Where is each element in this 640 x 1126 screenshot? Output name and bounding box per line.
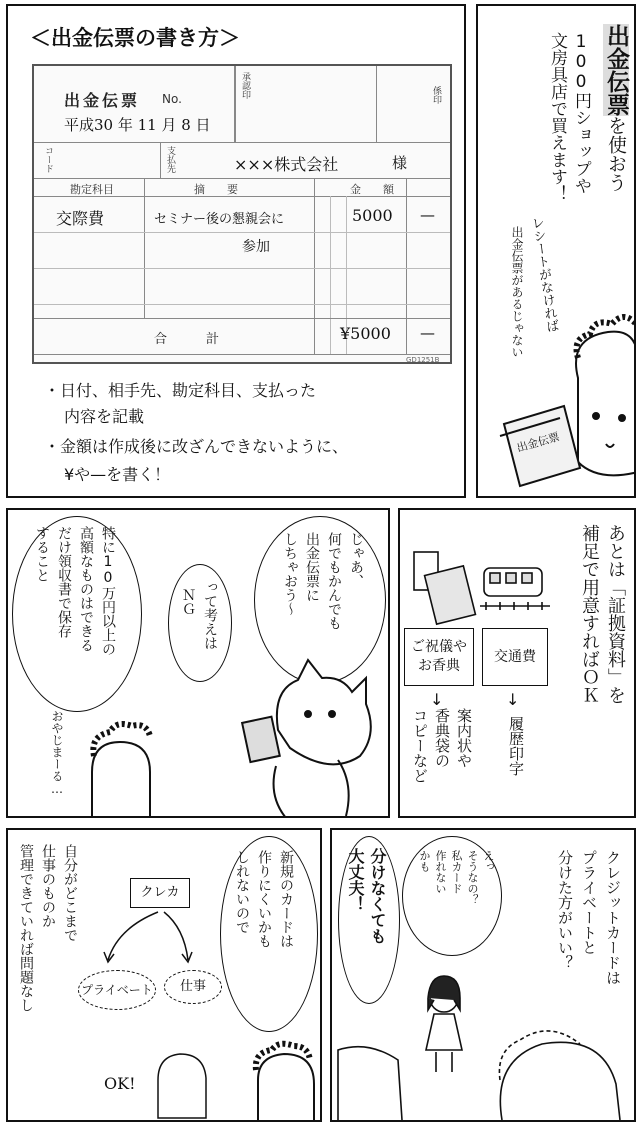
character-holding-voucher xyxy=(478,6,636,498)
form-col-account: 勘定科目 xyxy=(70,183,114,196)
man-silhouette xyxy=(8,830,322,1122)
ok-text: OK! xyxy=(104,1074,136,1093)
cat-bubble-l1: じゃあ、 xyxy=(348,532,364,588)
cash-voucher-form xyxy=(32,64,452,364)
girl-l2: そうなの？ xyxy=(466,850,479,905)
form-payee-label: 支払先 xyxy=(165,146,175,173)
bullet-2b: ¥や—を書く！ xyxy=(64,465,171,484)
form-total-dash: — xyxy=(420,324,435,342)
panel-evidence xyxy=(398,508,636,818)
girl-l4: 作れない xyxy=(434,850,447,894)
girl-l5: かも xyxy=(418,850,431,872)
form-clerk-label: 係印 xyxy=(431,86,441,104)
transport-box: 交通費 xyxy=(482,628,548,686)
cat-bubble-l2: 何でもかんでも xyxy=(326,532,342,630)
diagram-private: プライベート xyxy=(78,970,156,1010)
cc-caption-l2: プライベートと xyxy=(580,850,598,955)
form-guide-heading: ＜出金伝票の書き方＞ xyxy=(30,26,240,50)
gift-result-l3: コピーなど xyxy=(411,708,429,783)
form-code-label: コード xyxy=(43,146,53,173)
gift-box-l2: お香典 xyxy=(418,658,460,674)
new-card-l2: 作りにくいかも xyxy=(256,850,272,948)
voucher-emphasis: 出金伝票 xyxy=(603,24,629,116)
girl-l3: 私カード xyxy=(450,850,463,894)
gift-box-l1: ご祝儀や xyxy=(411,639,467,656)
cat-bubble-l3: 出金伝票に xyxy=(304,532,320,602)
girls-illustration xyxy=(332,830,636,1122)
caption-col-3: 文房具店で買えます！ xyxy=(547,32,567,202)
mgmt-caption-l3: 管理できていれば問題なし xyxy=(18,844,34,1012)
form-row-summary-1: セミナー後の懇親会に xyxy=(154,212,285,227)
form-col-amount: 金 額 xyxy=(350,183,394,196)
form-total-label: 合 計 xyxy=(154,332,220,347)
new-card-l3: しれないので xyxy=(234,850,250,934)
girl-l1: えっ xyxy=(482,850,495,872)
new-card-l1: 新規のカードは xyxy=(278,850,294,948)
form-row-account: 交際費 xyxy=(56,209,105,228)
gift-result-l2: 香典袋の xyxy=(433,708,451,768)
form-honorific: 様 xyxy=(392,154,408,172)
form-payee-value: ×××株式会社 xyxy=(234,155,339,174)
ng-l1: って考えは xyxy=(202,580,218,650)
reassure-l2: 大丈夫！ xyxy=(346,848,365,912)
form-no-label: No. xyxy=(162,92,182,106)
voucher-prop-label: 出金伝票 xyxy=(515,430,562,455)
form-row-summary-2: 参加 xyxy=(242,239,270,255)
ng-l2: ＮＧ xyxy=(180,588,196,616)
reassure-l1: 分けなくても xyxy=(368,848,387,944)
cat-and-man-illustration xyxy=(8,510,390,818)
caption-col-2: 100円ショップや xyxy=(571,32,591,194)
advice-l3: だけ領収書で保存 xyxy=(56,526,72,638)
form-approval-label: 承認印 xyxy=(240,72,250,99)
bullet-1a: ・日付、相手先、勘定科目、支払った xyxy=(44,381,317,400)
form-row-dash: — xyxy=(420,206,435,224)
form-title: 出金伝票 xyxy=(64,91,141,110)
evidence-caption-l1: あとは「証拠資料」を xyxy=(605,524,626,704)
panel-card-management xyxy=(6,828,322,1122)
cc-caption-l3: 分けた方がいい？ xyxy=(556,850,574,970)
cc-caption-l1: クレジットカードは xyxy=(604,850,622,985)
form-col-summary: 摘 要 xyxy=(194,183,238,196)
diagram-work: 仕事 xyxy=(164,970,222,1004)
form-date: 平成30 年 11 月 8 日 xyxy=(64,116,211,134)
advice-l1: 特に10万円以上の xyxy=(100,526,116,656)
hand-note-b: 出金伝票があるじゃない xyxy=(510,226,524,358)
bullet-2a: ・金額は作成後に改ざんできないように、 xyxy=(44,437,349,456)
panel-buy-voucher xyxy=(476,4,636,498)
transport-arrow: ↓ xyxy=(506,690,520,709)
form-row-amount: 5000 xyxy=(352,206,393,225)
bullet-1b: 内容を記載 xyxy=(64,407,145,426)
mgmt-caption-l1: 自分がどこまで xyxy=(62,844,78,942)
hand-note-a: レシートがなければ xyxy=(527,215,560,334)
gift-result-l1: 案内状や xyxy=(455,708,473,768)
advice-l4: すること xyxy=(34,526,50,582)
transport-result: 履歴印字 xyxy=(507,716,525,776)
diagram-credit-card: クレカ xyxy=(130,878,190,908)
evidence-caption-l2: 補足で用意すればＯＫ xyxy=(579,524,600,704)
advice-l2: 高額なものはできる xyxy=(78,526,94,652)
mgmt-caption-l2: 仕事のものか xyxy=(40,844,56,928)
gift-arrow: ↓ xyxy=(430,690,444,709)
panel-form-guide xyxy=(6,4,466,498)
gift-box xyxy=(404,628,474,686)
form-code: GD1251B xyxy=(406,356,440,364)
caption-l1-rest: を使おう xyxy=(605,116,627,192)
hand-sigh: おやじまーる… xyxy=(50,710,64,796)
cat-bubble-l4: しちゃおう～ xyxy=(282,532,298,616)
panel-ng xyxy=(6,508,390,818)
form-total-amount: ¥5000 xyxy=(340,324,391,343)
panel-credit-card xyxy=(330,828,636,1122)
